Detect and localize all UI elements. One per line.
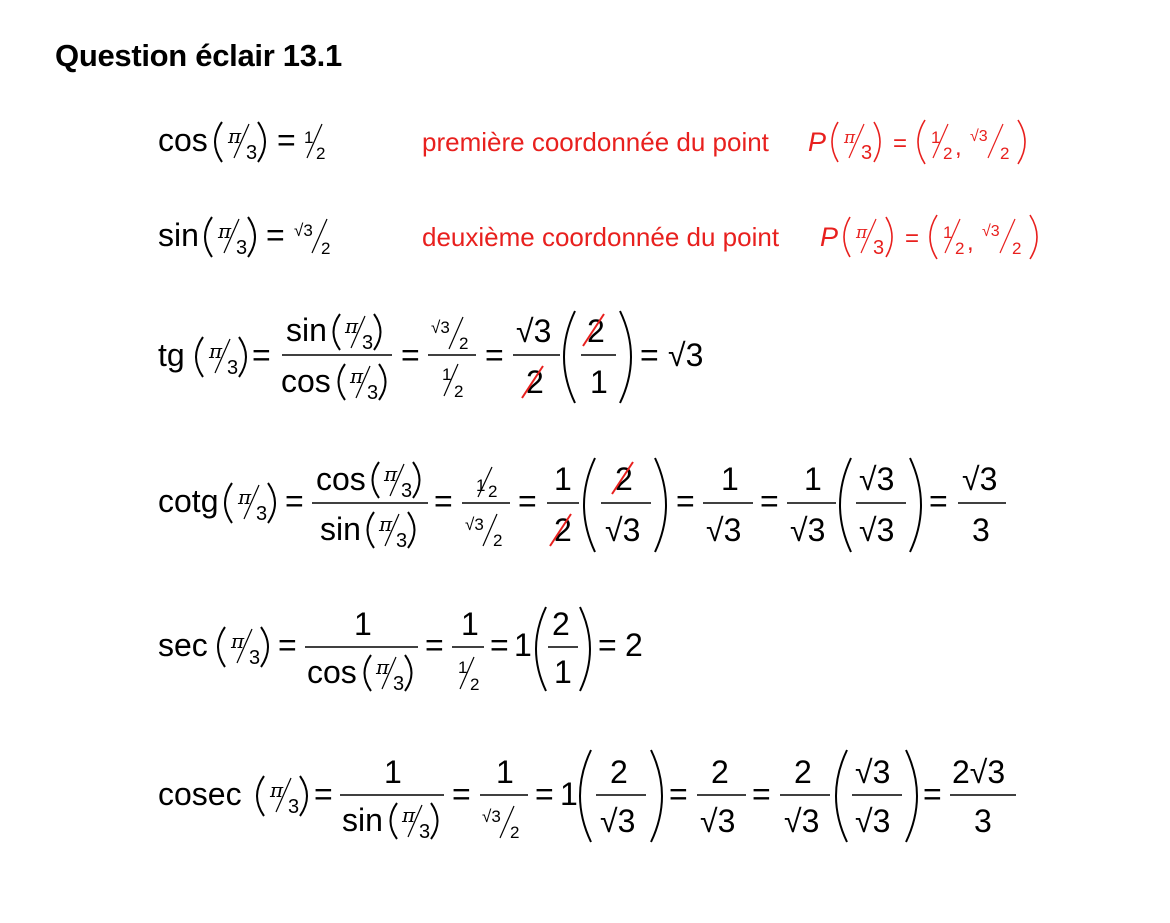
page-title: Question éclair 13.1 <box>55 38 342 73</box>
pi-symbol: π <box>218 219 232 243</box>
equals-sign: = <box>640 337 659 373</box>
paren-right <box>655 458 666 552</box>
func-cos: cos <box>158 122 208 158</box>
number: 1 <box>458 658 468 677</box>
paren-left <box>844 217 850 257</box>
paren-right <box>1030 215 1037 259</box>
sqrt-three: √3 <box>706 512 742 548</box>
pi-symbol: π <box>209 339 223 363</box>
paren-right <box>408 512 415 548</box>
paren-left <box>391 803 398 839</box>
equals-sign: = <box>923 776 942 812</box>
paren-left <box>218 627 225 667</box>
number: 2 <box>943 144 953 163</box>
pi-symbol: π <box>350 364 364 388</box>
equals-sign: = <box>669 776 688 812</box>
note-second-text: deuxième coordonnée du point <box>422 222 780 252</box>
paren-right <box>248 217 255 257</box>
number: 1 <box>354 606 372 642</box>
number: 2 <box>794 754 812 790</box>
paren-right <box>379 364 386 400</box>
equals-sign: = <box>760 483 779 519</box>
sqrt-three: √3 <box>431 318 450 337</box>
paren-right <box>300 776 307 816</box>
number: 1 <box>476 476 486 495</box>
pi-symbol: π <box>228 124 242 148</box>
sqrt-three: √3 <box>962 461 998 497</box>
sqrt-three: √3 <box>668 337 704 373</box>
number: 1 <box>384 754 402 790</box>
number: 2 <box>470 675 480 694</box>
number: 3 <box>401 480 413 502</box>
number: 1 <box>721 461 739 497</box>
sqrt-three: √3 <box>859 512 895 548</box>
number: 3 <box>367 382 379 404</box>
equation-sec <box>158 606 643 695</box>
number: 2 <box>554 512 572 548</box>
paren-left <box>580 750 591 842</box>
number: 3 <box>362 332 374 354</box>
paren-right <box>374 314 381 350</box>
number: 1 <box>304 128 314 147</box>
equals-sign: = <box>752 776 771 812</box>
equals-sign: = <box>598 627 617 663</box>
comma: , <box>955 134 962 161</box>
equals-sign: = <box>266 217 285 253</box>
paren-left <box>832 122 838 162</box>
paren-right <box>413 462 420 498</box>
paren-left <box>368 512 375 548</box>
number: 2 <box>610 754 628 790</box>
number: 3 <box>246 142 258 164</box>
equals-sign: = <box>676 483 695 519</box>
equals-sign: = <box>929 483 948 519</box>
paren-left <box>584 458 595 552</box>
number: 1 <box>931 128 941 147</box>
equals-sign: = <box>905 225 920 252</box>
paren-right <box>886 217 892 257</box>
pi-symbol: π <box>384 462 398 486</box>
note-first-text: première coordonnée du point <box>422 127 769 157</box>
paren-left <box>536 607 546 691</box>
paren-left <box>918 120 925 164</box>
number: 3 <box>972 512 990 548</box>
equals-sign: = <box>285 483 304 519</box>
equals-sign: = <box>278 627 297 663</box>
pi-symbol: π <box>238 485 252 509</box>
number: 3 <box>249 647 261 669</box>
point-label: P <box>820 222 839 252</box>
func-cos: cos <box>307 654 357 690</box>
paren-left <box>373 462 380 498</box>
number: 2 <box>493 531 503 550</box>
paren-right <box>651 750 662 842</box>
pi-symbol: π <box>379 512 393 536</box>
number: 2 <box>459 334 469 353</box>
paren-right <box>258 122 265 162</box>
pi-symbol: π <box>270 778 284 802</box>
sqrt-three: √3 <box>790 512 826 548</box>
func-sin: sin <box>342 802 383 838</box>
paren-left <box>225 483 232 523</box>
number: 2 <box>625 627 643 663</box>
paren-left <box>365 655 372 691</box>
equals-sign: = <box>490 627 509 663</box>
number: 3 <box>393 673 405 695</box>
paren-left <box>257 776 264 816</box>
pi-symbol: π <box>376 655 390 679</box>
number: 1 <box>590 364 608 400</box>
equals-sign: = <box>434 483 453 519</box>
func-sin: sin <box>286 312 327 348</box>
number: 1 <box>554 461 572 497</box>
sqrt-three: √3 <box>605 512 641 548</box>
number: 2 <box>454 382 464 401</box>
number: 2 <box>510 823 520 842</box>
equals-sign: = <box>893 130 908 157</box>
point-coordinates-2 <box>820 215 1037 259</box>
pi-symbol: π <box>231 629 245 653</box>
number: 2 <box>711 754 729 790</box>
two-sqrt-three: 2√3 <box>952 754 1006 790</box>
sqrt-three: √3 <box>784 803 820 839</box>
sqrt-three: √3 <box>855 754 891 790</box>
func-cosec: cosec <box>158 776 242 812</box>
paren-left <box>205 217 212 257</box>
paren-right <box>405 655 412 691</box>
number: 3 <box>419 821 431 843</box>
sqrt-three: √3 <box>700 803 736 839</box>
number: 1 <box>560 776 578 812</box>
sqrt-three: √3 <box>600 803 636 839</box>
number: 2 <box>488 482 498 501</box>
func-cotg: cotg <box>158 483 219 519</box>
paren-right <box>239 337 246 377</box>
number: 2 <box>1000 144 1010 163</box>
equation-cos <box>158 122 325 164</box>
sqrt-three: √3 <box>482 807 501 826</box>
number: 3 <box>236 237 248 259</box>
func-cos: cos <box>316 461 366 497</box>
pi-symbol: π <box>856 223 868 243</box>
number: 3 <box>227 357 239 379</box>
number: 2 <box>552 606 570 642</box>
number: 1 <box>554 654 572 690</box>
paren-right <box>268 483 275 523</box>
func-tg: tg <box>158 337 185 373</box>
point-label: P <box>808 127 827 157</box>
func-sin: sin <box>320 511 361 547</box>
paren-right <box>261 627 268 667</box>
paren-left <box>339 364 346 400</box>
number: 3 <box>861 142 873 164</box>
equals-sign: = <box>518 483 537 519</box>
number: 2 <box>615 461 633 497</box>
sqrt-three: √3 <box>516 313 552 349</box>
func-cos: cos <box>281 363 331 399</box>
sqrt-three: √3 <box>294 221 313 240</box>
func-sin: sin <box>158 217 199 253</box>
number: 1 <box>804 461 822 497</box>
paren-right <box>431 803 438 839</box>
pi-symbol: π <box>844 128 856 148</box>
number: 3 <box>256 503 268 525</box>
number: 2 <box>321 239 331 258</box>
paren-left <box>215 122 222 162</box>
point-coordinates-1 <box>808 120 1025 164</box>
equals-sign: = <box>452 776 471 812</box>
sqrt-three: √3 <box>855 803 891 839</box>
paren-left <box>840 458 851 552</box>
sqrt-three: √3 <box>859 461 895 497</box>
paren-right <box>874 122 880 162</box>
number: 2 <box>316 144 326 163</box>
paren-right <box>906 750 917 842</box>
equals-sign: = <box>485 337 504 373</box>
equals-sign: = <box>535 776 554 812</box>
equals-sign: = <box>252 337 271 373</box>
paren-right <box>580 607 590 691</box>
equation-tg <box>158 311 703 404</box>
number: 2 <box>526 364 544 400</box>
equation-cotg <box>158 458 1006 552</box>
number: 1 <box>943 223 953 242</box>
sqrt-three: √3 <box>970 128 988 145</box>
number: 1 <box>442 365 452 384</box>
number: 2 <box>587 313 605 349</box>
paren-left <box>564 311 575 403</box>
pi-symbol: π <box>402 803 416 827</box>
paren-left <box>836 750 847 842</box>
paren-left <box>334 314 341 350</box>
equation-sin <box>158 217 330 259</box>
paren-right <box>1018 120 1025 164</box>
number: 2 <box>955 239 965 258</box>
paren-left <box>930 215 937 259</box>
sqrt-three: √3 <box>982 223 1000 240</box>
number: 3 <box>974 803 992 839</box>
number: 3 <box>873 237 885 259</box>
number: 3 <box>396 530 408 552</box>
number: 2 <box>1012 239 1022 258</box>
sqrt-three: √3 <box>465 515 484 534</box>
equals-sign: = <box>277 122 296 158</box>
equals-sign: = <box>401 337 420 373</box>
equation-cosec <box>158 750 1016 843</box>
number: 1 <box>514 627 532 663</box>
paren-left <box>196 337 203 377</box>
number: 1 <box>496 754 514 790</box>
equals-sign: = <box>425 627 444 663</box>
number: 1 <box>461 606 479 642</box>
pi-symbol: π <box>345 314 359 338</box>
paren-right <box>910 458 921 552</box>
func-sec: sec <box>158 627 208 663</box>
number: 3 <box>288 796 300 818</box>
paren-right <box>620 311 631 403</box>
comma: , <box>967 229 974 256</box>
equals-sign: = <box>314 776 333 812</box>
